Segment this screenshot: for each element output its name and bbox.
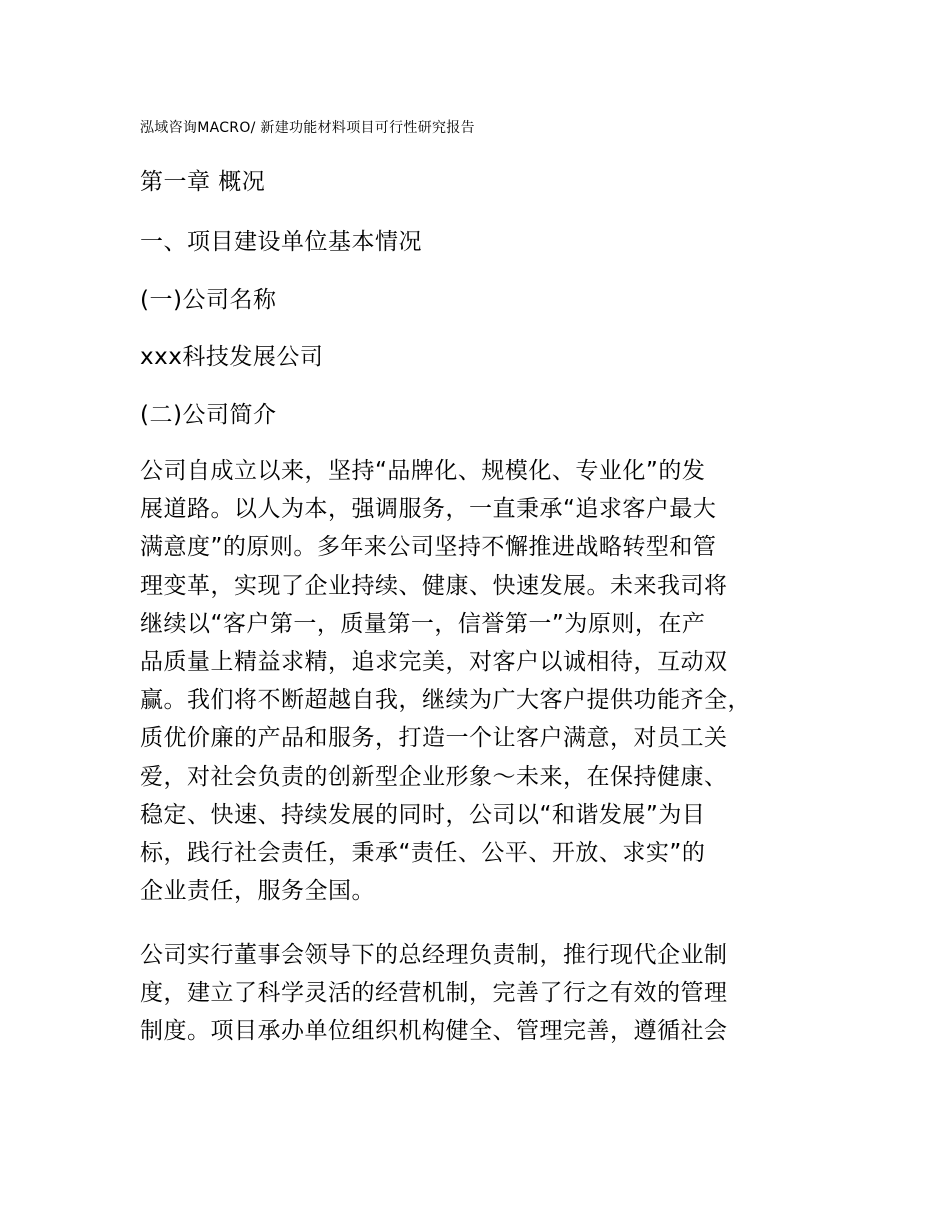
- company-name: xxx科技发展公司: [140, 344, 324, 370]
- paragraph-line: 公司实行董事会领导下的总经理负责制，推行现代企业制: [140, 942, 728, 968]
- paragraph-line: 展道路。以人为本，强调服务，一直秉承“追求客户最大: [140, 496, 717, 523]
- chapter-title: 第一章 概况: [140, 169, 266, 195]
- paragraph-line: 品质量上精益求精，追求完美，对客户以诚相待，互动双: [140, 648, 728, 675]
- paragraph-line: 理变革，实现了企业持续、健康、快速发展。未来我司将: [140, 572, 728, 599]
- paragraph-line: 爱，对社会负责的创新型企业形象～未来，在保持健康、: [140, 763, 728, 790]
- paragraph-line: 稳定、快速、持续发展的同时，公司以“和谐发展”为目: [140, 801, 706, 828]
- paragraph-line: 质优价廉的产品和服务，打造一个让客户满意，对员工关: [140, 725, 728, 752]
- subsection-company-profile-title: (二)公司简介: [140, 402, 277, 428]
- paragraph-line: 标，践行社会责任，秉承“责任、公平、开放、求实”的: [140, 839, 706, 866]
- section-title: 一、项目建设单位基本情况: [140, 229, 422, 255]
- paragraph-line: 公司自成立以来，坚持“品牌化、规模化、专业化”的发: [140, 458, 706, 484]
- paragraph-line: 度，建立了科学灵活的经营机制，完善了行之有效的管理: [140, 980, 728, 1007]
- page-header: 泓域咨询MACRO/ 新建功能材料项目可行性研究报告: [140, 120, 475, 136]
- company-profile-paragraph: [140, 452, 830, 910]
- management-paragraph: [140, 936, 830, 1051]
- paragraph-line: 企业责任，服务全国。: [140, 878, 375, 905]
- paragraph-line: 制度。项目承办单位组织机构健全、管理完善，遵循社会: [140, 1018, 728, 1045]
- paragraph-line: 赢。我们将不断超越自我，继续为广大客户提供功能齐全，: [140, 687, 751, 714]
- paragraph-line: 继续以“客户第一，质量第一，信誉第一”为原则，在产: [140, 610, 706, 637]
- paragraph-line: 满意度”的原则。多年来公司坚持不懈推进战略转型和管: [140, 534, 717, 561]
- subsection-company-name-title: (一)公司名称: [140, 287, 277, 313]
